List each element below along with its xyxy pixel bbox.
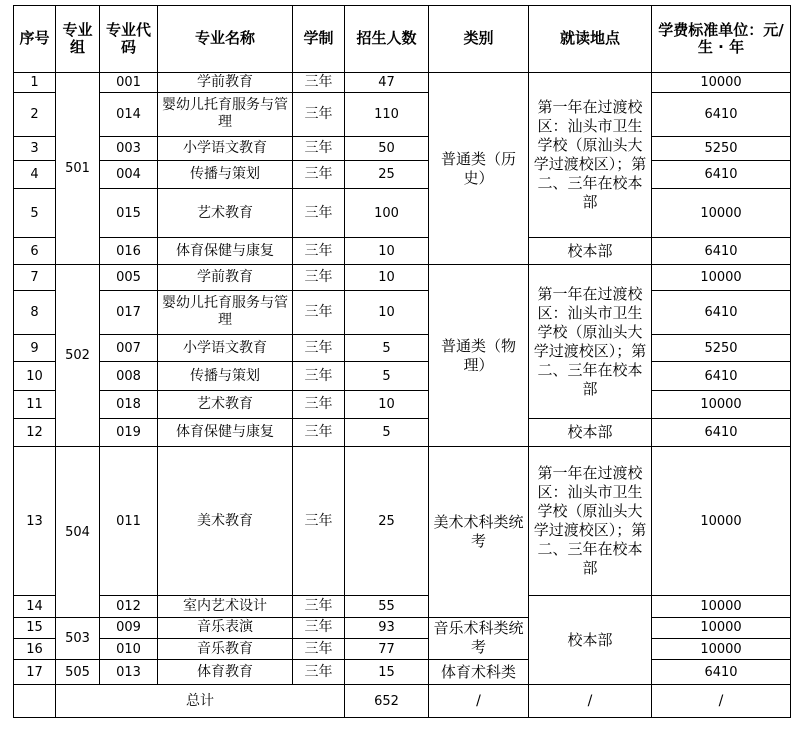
fee-cell: 10000 bbox=[652, 72, 791, 92]
seq-cell: 13 bbox=[14, 447, 56, 596]
header-enroll: 招生人数 bbox=[345, 6, 429, 73]
duration-cell: 三年 bbox=[293, 419, 345, 447]
enroll-cell: 5 bbox=[345, 419, 429, 447]
header-row bbox=[14, 6, 791, 73]
fee-cell: 10000 bbox=[652, 617, 791, 638]
fee-cell: 5250 bbox=[652, 335, 791, 362]
duration-cell: 三年 bbox=[293, 93, 345, 137]
total-fee: / bbox=[652, 685, 791, 718]
total-location: / bbox=[529, 685, 652, 718]
name-cell: 体育教育 bbox=[158, 660, 293, 685]
header-fee: 学费标准单位：元/生 · 年 bbox=[652, 6, 791, 73]
name-cell: 小学语文教育 bbox=[158, 136, 293, 160]
duration-cell: 三年 bbox=[293, 596, 345, 617]
name-cell: 艺术教育 bbox=[158, 390, 293, 418]
name-cell: 美术教育 bbox=[158, 447, 293, 596]
code-cell: 007 bbox=[100, 335, 158, 362]
total-blank-cell bbox=[14, 685, 56, 718]
seq-cell: 15 bbox=[14, 617, 56, 638]
seq-cell: 4 bbox=[14, 160, 56, 188]
enroll-cell: 5 bbox=[345, 362, 429, 390]
header-name: 专业名称 bbox=[158, 6, 293, 73]
location-cell-502: 第一年在过渡校区：汕头市卫生学校（原汕头大学过渡校区）；第二、三年在校本部 bbox=[529, 265, 652, 419]
table-row bbox=[14, 660, 791, 685]
enroll-cell: 10 bbox=[345, 290, 429, 335]
seq-cell: 3 bbox=[14, 136, 56, 160]
seq-cell: 2 bbox=[14, 93, 56, 137]
header-duration: 学制 bbox=[293, 6, 345, 73]
enroll-cell: 77 bbox=[345, 638, 429, 659]
fee-cell: 10000 bbox=[652, 596, 791, 617]
table-row bbox=[14, 596, 791, 617]
table-row bbox=[14, 362, 791, 390]
code-cell: 001 bbox=[100, 72, 158, 92]
location-cell-campus: 校本部 bbox=[529, 419, 652, 447]
enroll-cell: 25 bbox=[345, 447, 429, 596]
duration-cell: 三年 bbox=[293, 189, 345, 238]
fee-cell: 10000 bbox=[652, 390, 791, 418]
header-category: 类别 bbox=[429, 6, 529, 73]
fee-cell: 6410 bbox=[652, 290, 791, 335]
enrollment-plan-table bbox=[13, 5, 791, 718]
name-cell: 学前教育 bbox=[158, 265, 293, 290]
table-row bbox=[14, 93, 791, 137]
table-row bbox=[14, 638, 791, 659]
name-cell: 音乐表演 bbox=[158, 617, 293, 638]
category-cell-music: 音乐术科类统考 bbox=[429, 617, 529, 660]
enroll-cell: 5 bbox=[345, 335, 429, 362]
duration-cell: 三年 bbox=[293, 617, 345, 638]
seq-cell: 9 bbox=[14, 335, 56, 362]
fee-cell: 6410 bbox=[652, 419, 791, 447]
duration-cell: 三年 bbox=[293, 390, 345, 418]
fee-cell: 10000 bbox=[652, 638, 791, 659]
table-row bbox=[14, 237, 791, 264]
code-cell: 003 bbox=[100, 136, 158, 160]
category-cell-art: 美术术科类统考 bbox=[429, 447, 529, 617]
duration-cell: 三年 bbox=[293, 660, 345, 685]
category-cell-sport: 体育术科类 bbox=[429, 660, 529, 685]
seq-cell: 12 bbox=[14, 419, 56, 447]
group-cell-505: 505 bbox=[56, 660, 100, 685]
name-cell: 体育保健与康复 bbox=[158, 237, 293, 264]
seq-cell: 17 bbox=[14, 660, 56, 685]
duration-cell: 三年 bbox=[293, 72, 345, 92]
code-cell: 008 bbox=[100, 362, 158, 390]
name-cell: 体育保健与康复 bbox=[158, 419, 293, 447]
seq-cell: 16 bbox=[14, 638, 56, 659]
fee-cell: 6410 bbox=[652, 237, 791, 264]
seq-cell: 7 bbox=[14, 265, 56, 290]
header-group: 专业组 bbox=[56, 6, 100, 73]
duration-cell: 三年 bbox=[293, 265, 345, 290]
code-cell: 019 bbox=[100, 419, 158, 447]
total-category: / bbox=[429, 685, 529, 718]
code-cell: 017 bbox=[100, 290, 158, 335]
duration-cell: 三年 bbox=[293, 335, 345, 362]
seq-cell: 14 bbox=[14, 596, 56, 617]
name-cell: 婴幼儿托育服务与管理 bbox=[158, 290, 293, 335]
category-cell-physics: 普通类（物理） bbox=[429, 265, 529, 447]
enroll-cell: 25 bbox=[345, 160, 429, 188]
fee-cell: 10000 bbox=[652, 265, 791, 290]
table-row bbox=[14, 72, 791, 92]
total-row bbox=[14, 685, 791, 718]
seq-cell: 1 bbox=[14, 72, 56, 92]
code-cell: 018 bbox=[100, 390, 158, 418]
fee-cell: 6410 bbox=[652, 660, 791, 685]
code-cell: 004 bbox=[100, 160, 158, 188]
name-cell: 小学语文教育 bbox=[158, 335, 293, 362]
location-cell-504: 第一年在过渡校区：汕头市卫生学校（原汕头大学过渡校区）；第二、三年在校本部 bbox=[529, 447, 652, 596]
enroll-cell: 10 bbox=[345, 237, 429, 264]
code-cell: 013 bbox=[100, 660, 158, 685]
enroll-cell: 55 bbox=[345, 596, 429, 617]
enroll-cell: 47 bbox=[345, 72, 429, 92]
header-code: 专业代码 bbox=[100, 6, 158, 73]
code-cell: 014 bbox=[100, 93, 158, 137]
table-row bbox=[14, 160, 791, 188]
group-cell-502: 502 bbox=[56, 265, 100, 447]
name-cell: 传播与策划 bbox=[158, 160, 293, 188]
enroll-cell: 50 bbox=[345, 136, 429, 160]
fee-cell: 10000 bbox=[652, 447, 791, 596]
enroll-cell: 15 bbox=[345, 660, 429, 685]
location-cell-501: 第一年在过渡校区：汕头市卫生学校（原汕头大学过渡校区）；第二、三年在校本部 bbox=[529, 72, 652, 237]
enroll-cell: 10 bbox=[345, 265, 429, 290]
name-cell: 学前教育 bbox=[158, 72, 293, 92]
group-cell-501: 501 bbox=[56, 72, 100, 264]
duration-cell: 三年 bbox=[293, 638, 345, 659]
header-location: 就读地点 bbox=[529, 6, 652, 73]
enroll-cell: 93 bbox=[345, 617, 429, 638]
table-row bbox=[14, 290, 791, 335]
table-row bbox=[14, 390, 791, 418]
table-row bbox=[14, 447, 791, 596]
code-cell: 012 bbox=[100, 596, 158, 617]
code-cell: 009 bbox=[100, 617, 158, 638]
duration-cell: 三年 bbox=[293, 290, 345, 335]
code-cell: 010 bbox=[100, 638, 158, 659]
enroll-cell: 110 bbox=[345, 93, 429, 137]
table-row bbox=[14, 419, 791, 447]
location-cell-campus: 校本部 bbox=[529, 596, 652, 685]
seq-cell: 8 bbox=[14, 290, 56, 335]
table-row bbox=[14, 617, 791, 638]
name-cell: 音乐教育 bbox=[158, 638, 293, 659]
code-cell: 005 bbox=[100, 265, 158, 290]
table-row bbox=[14, 265, 791, 290]
header-seq: 序号 bbox=[14, 6, 56, 73]
table-row bbox=[14, 335, 791, 362]
seq-cell: 5 bbox=[14, 189, 56, 238]
code-cell: 016 bbox=[100, 237, 158, 264]
duration-cell: 三年 bbox=[293, 136, 345, 160]
fee-cell: 5250 bbox=[652, 136, 791, 160]
name-cell: 室内艺术设计 bbox=[158, 596, 293, 617]
fee-cell: 10000 bbox=[652, 189, 791, 238]
code-cell: 015 bbox=[100, 189, 158, 238]
name-cell: 婴幼儿托育服务与管理 bbox=[158, 93, 293, 137]
fee-cell: 6410 bbox=[652, 160, 791, 188]
enroll-cell: 100 bbox=[345, 189, 429, 238]
enroll-cell: 10 bbox=[345, 390, 429, 418]
name-cell: 传播与策划 bbox=[158, 362, 293, 390]
fee-cell: 6410 bbox=[652, 362, 791, 390]
fee-cell: 6410 bbox=[652, 93, 791, 137]
total-label: 总计 bbox=[56, 685, 345, 718]
seq-cell: 6 bbox=[14, 237, 56, 264]
duration-cell: 三年 bbox=[293, 362, 345, 390]
group-cell-504: 504 bbox=[56, 447, 100, 617]
category-cell-history: 普通类（历史） bbox=[429, 72, 529, 264]
table-row bbox=[14, 189, 791, 238]
total-enroll: 652 bbox=[345, 685, 429, 718]
group-cell-503: 503 bbox=[56, 617, 100, 660]
duration-cell: 三年 bbox=[293, 160, 345, 188]
seq-cell: 10 bbox=[14, 362, 56, 390]
seq-cell: 11 bbox=[14, 390, 56, 418]
location-cell-campus: 校本部 bbox=[529, 237, 652, 264]
duration-cell: 三年 bbox=[293, 237, 345, 264]
table-row bbox=[14, 136, 791, 160]
name-cell: 艺术教育 bbox=[158, 189, 293, 238]
duration-cell: 三年 bbox=[293, 447, 345, 596]
code-cell: 011 bbox=[100, 447, 158, 596]
